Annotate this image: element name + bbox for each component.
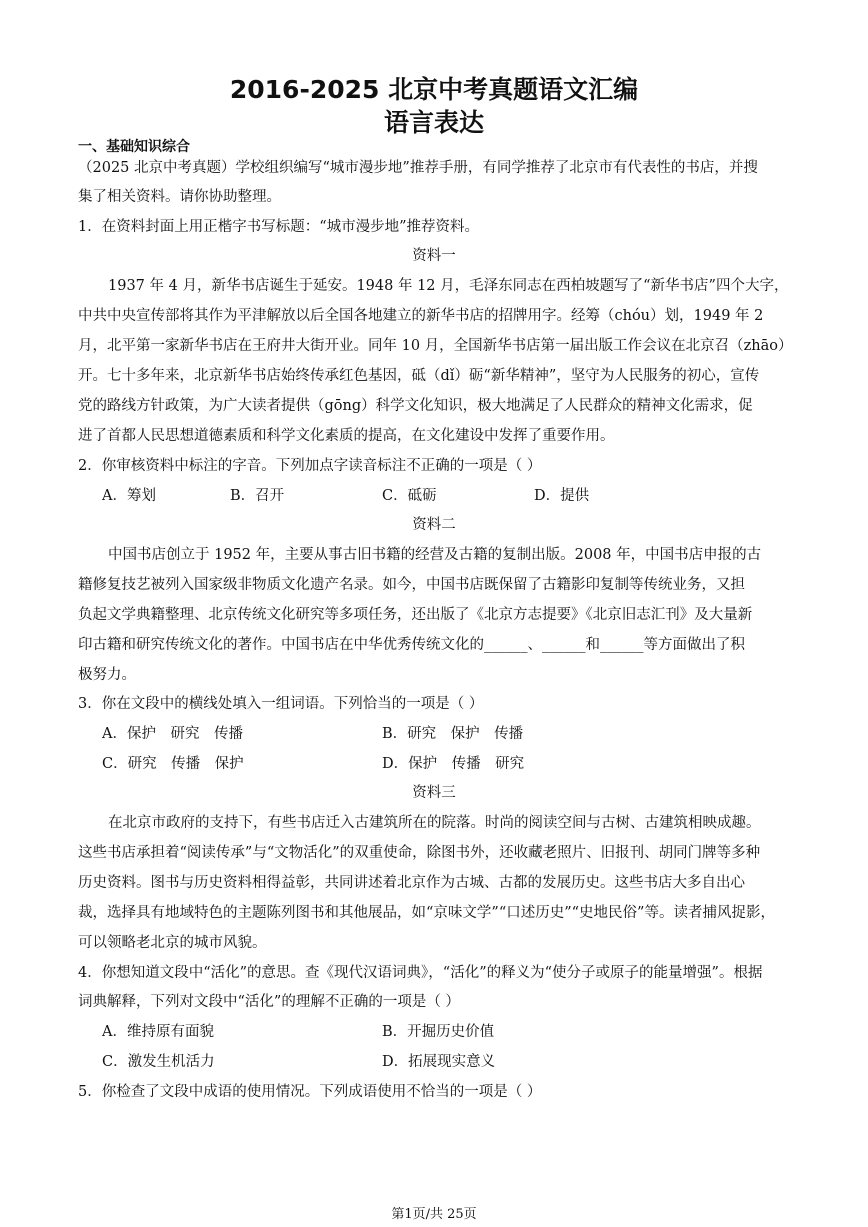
material-2-line: 印古籍和研究传统文化的著作。中国书店在中华优秀传统文化的______、______和______等方面做出了积 [78,637,745,653]
material-3-line: 历史资料。图书与历史资料相得益彰，共同讲述着北京作为古城、古都的发展历史。这些书店大多自出心 [78,875,745,891]
q3-option-b: B．研究 保护 传播 [382,726,524,742]
material-3-line: 在北京市政府的支持下，有些书店迁入古建筑所在的院落。时尚的阅读空间与古树、古建筑相映成趣。 [108,815,761,831]
page-footer: 第1页/共 25页 [391,1207,477,1222]
material-2-line: 中国书店创立于 1952 年，主要从事古旧书籍的经营及古籍的复制出版。2008 年，中国书店申报的古 [108,547,762,563]
question-3-stem: 3．你在文段中的横线处填入一组词语。下列恰当的一项是（ ） [78,696,484,712]
document-subtitle: 语言表达 [383,108,484,137]
material-3-line: 裁，选择具有地域特色的主题陈列图书和其他展品，如“京味文学”“口述历史”“史地民俗”等。读者捕风捉影， [78,905,775,921]
question-2-stem: 2．你审核资料中标注的字音。下列加点字读音标注不正确的一项是（ ） [78,458,542,474]
material-2-line: 籍修复技艺被列入国家级非物质文化遗产名录。如今，中国书店既保留了古籍影印复制等传统业务，又担 [78,577,745,593]
q4-option-a: A．维持原有面貌 [102,1024,214,1040]
material-1-line: 开。七十多年来，北京新华书店始终传承红色基因，砥（dǐ）砺“新华精神”，坚守为人民服务的初心，宣传 [78,368,760,384]
q3-option-a: A．保护 研究 传播 [102,726,243,742]
material-1-line: 中共中央宣传部将其作为平津解放以后全国各地建立的新华书店的招牌用字。经筹（chóu）划，1949 年 2 [78,308,764,324]
intro-line: 集了相关资料。请你协助整理。 [78,189,281,205]
q4-option-c: C．激发生机活力 [102,1054,215,1070]
material-3-line: 这些书店承担着“阅读传承”与“文物活化”的双重使命，除图书外，还收藏老照片、旧报刊、胡同门牌等多种 [78,845,761,861]
question-4-stem: 词典解释，下列对文段中“活化”的理解不正确的一项是（ ） [78,994,460,1010]
material-2-line: 极努力。 [78,667,136,683]
question-4-stem: 4．你想知道文段中“活化”的意思。查《现代汉语词典》，“活化”的释义为“使分子或原子的能量增强”。根据 [78,965,763,981]
q2-option-c: C．砥砺 [382,488,437,504]
q2-option-a: A．筹划 [102,488,156,504]
q4-option-d: D．拓展现实意义 [382,1054,496,1070]
material-2-heading: 资料二 [412,517,456,533]
material-2-line: 负起文学典籍整理、北京传统文化研究等多项任务，还出版了《北京方志提要》《北京旧志汇刊》及大量新 [78,607,753,623]
intro-line: （2025 北京中考真题）学校组织编写“城市漫步地”推荐手册，有同学推荐了北京市有代表性的书店，并搜 [78,160,758,176]
q3-option-c: C．研究 传播 保护 [102,756,244,772]
material-3-line: 可以领略老北京的城市风貌。 [78,935,267,951]
question-5-stem: 5．你检查了文段中成语的使用情况。下列成语使用不恰当的一项是（ ） [78,1084,542,1100]
q2-option-d: D．提供 [534,488,590,504]
q2-option-b: B．召开 [230,488,285,504]
material-3-heading: 资料三 [412,785,456,801]
q4-option-b: B．开掘历史价值 [382,1024,495,1040]
material-1-line: 进了首都人民思想道德素质和科学文化素质的提高，在文化建设中发挥了重要作用。 [78,428,615,444]
document-title: 2016-2025 北京中考真题语文汇编 [229,75,639,104]
section-heading: 一、基础知识综合 [78,139,190,155]
q3-option-d: D．保护 传播 研究 [382,756,525,772]
material-1-line: 1937 年 4 月，新华书店诞生于延安。1948 年 12 月，毛泽东同志在西柏坡题写了“新华书店”四个大字， [108,278,789,294]
material-1-line: 月，北平第一家新华书店在王府井大街开业。同年 10 月，全国新华书店第一届出版工作会议在北京召（zhāo） [78,338,793,354]
question-1: 1．在资料封面上用正楷字书写标题：“城市漫步地”推荐资料。 [78,219,480,235]
material-1-heading: 资料一 [412,248,456,264]
material-1-line: 党的路线方针政策，为广大读者提供（gōng）科学文化知识，极大地满足了人民群众的精神文化需求，促 [78,398,753,414]
